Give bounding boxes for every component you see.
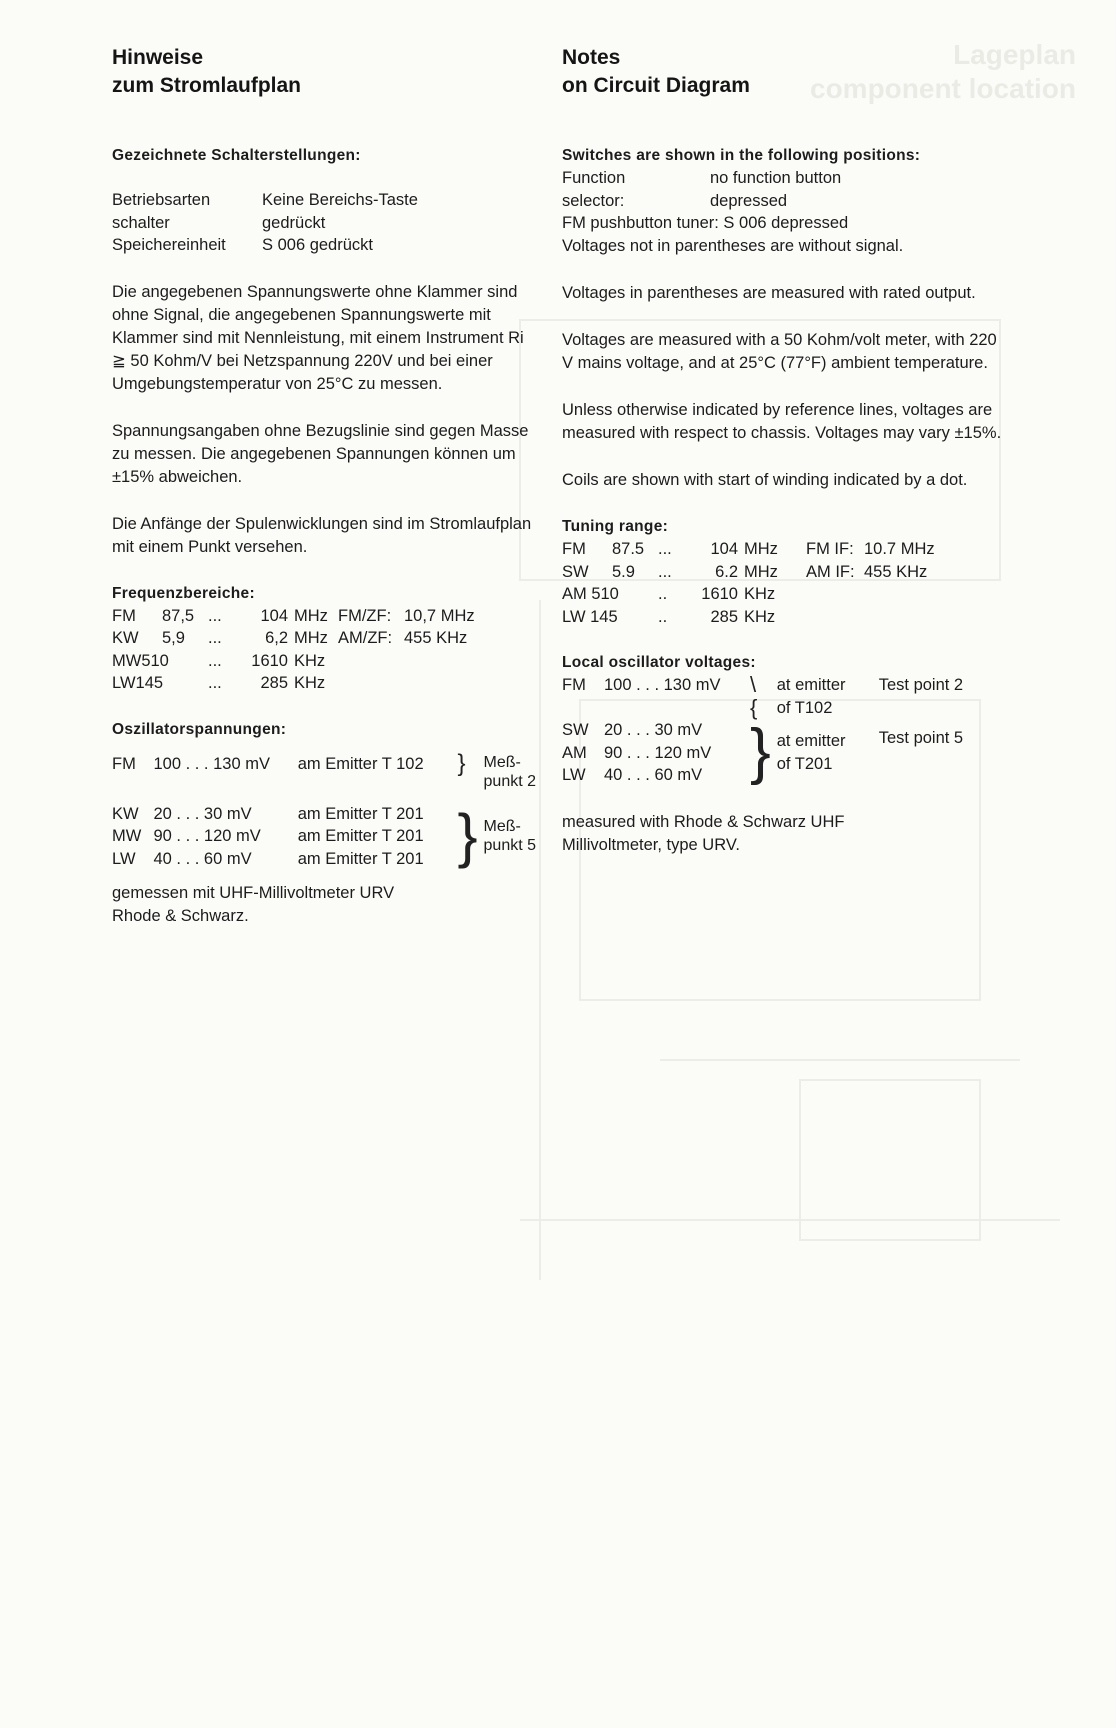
freq-if-value: 455 KHz [864, 562, 928, 581]
osc-band: SW [562, 721, 589, 739]
freq-band: FM [562, 540, 586, 558]
switch-value: Keine Bereichs-Taste [262, 191, 418, 209]
osc-band: LW [562, 766, 586, 784]
brace-icon: } [457, 801, 478, 869]
freq-band: AM 510 [562, 585, 619, 603]
freq-if-value: 10.7 MHz [864, 540, 935, 558]
parentheses-paragraph: Voltages in parentheses are measured with rated output. [562, 284, 976, 302]
freq-unit: KHz [294, 651, 326, 670]
freq-if-label: FM/ZF: [338, 606, 392, 625]
freq-if-value: 10,7 MHz [404, 606, 475, 625]
switch-label: Function [562, 169, 626, 187]
osc-range: 20 . . . 30 mV [604, 721, 703, 739]
switch-value: depressed [710, 191, 788, 210]
frequency-table [112, 605, 481, 695]
measured-line1: measured with Rhode & Schwarz UHF [562, 812, 845, 831]
measured-line2: Rhode & Schwarz. [112, 907, 249, 925]
reference-paragraph: Spannungsangaben ohne Bezugslinie sind gegen Masse zu messen. Die angegebenen Spannungen können um ±15% abweichen. [112, 421, 529, 486]
switch-label: Speichereinheit [112, 236, 226, 254]
german-column [112, 44, 542, 928]
testpoint-label: Test point 2 [878, 676, 964, 694]
switch-label: selector: [562, 191, 625, 210]
freq-band: KW [112, 629, 139, 647]
freq-sep: ... [658, 562, 672, 581]
freq-unit: MHz [294, 606, 328, 625]
table-row [112, 803, 542, 826]
table-row [112, 753, 542, 791]
freq-band: SW [562, 562, 589, 581]
local-oscillator-heading: Local oscillator voltages: [562, 654, 756, 671]
osc-band: MW [112, 827, 142, 845]
freq-band: LW145 [112, 674, 164, 692]
freq-sep: ... [208, 629, 222, 647]
table-row [562, 561, 941, 584]
switch-positions-table [562, 167, 841, 212]
table-row [562, 719, 969, 742]
german-title-line2: zum Stromlaufplan [112, 74, 302, 97]
freq-if-label: AM IF: [806, 562, 855, 581]
table-row [562, 190, 841, 213]
freq-from: 87.5 [612, 540, 645, 558]
testpoint-label: Test point 5 [878, 729, 964, 747]
table-row [562, 606, 941, 629]
english-title-line1: Notes [562, 46, 621, 69]
osc-range: 90 . . . 120 mV [604, 743, 712, 762]
fm-tuner-line: FM pushbutton tuner: S 006 depressed [562, 214, 849, 232]
switch-value: no function button [710, 169, 842, 187]
switch-value: gedrückt [262, 213, 326, 232]
freq-if-label: AM/ZF: [338, 629, 393, 647]
emitter-label: of T201 [776, 754, 833, 773]
frequency-heading: Frequenzbereiche: [112, 584, 255, 602]
freq-to: 285 [710, 607, 738, 626]
switch-positions-table [112, 189, 418, 257]
emitter-label-group [777, 719, 879, 787]
freq-sep: ... [208, 606, 222, 625]
tuning-range-table [562, 538, 941, 628]
testpoint-label: Meß- punkt 5 [483, 818, 536, 855]
local-oscillator-table [562, 674, 969, 787]
freq-from: 5,9 [162, 629, 185, 647]
table-row [112, 672, 481, 695]
freq-to: 104 [710, 540, 738, 558]
testpoint-label: Meß- punkt 2 [483, 753, 536, 790]
freq-unit: KHz [744, 607, 776, 626]
freq-sep: ... [208, 651, 222, 670]
table-row [562, 167, 841, 190]
freq-unit: MHz [294, 629, 328, 647]
freq-unit: KHz [744, 585, 776, 603]
table-row [112, 627, 481, 650]
osc-range: 40 . . . 60 mV [153, 849, 252, 868]
show-through-text: Lageplan component location [810, 39, 1076, 104]
table-row [112, 189, 418, 212]
switch-label: Betriebsarten [112, 191, 211, 209]
osc-location: am Emitter T 201 [297, 849, 424, 868]
emitter-label: at emitter [776, 676, 846, 694]
freq-sep: .. [658, 585, 668, 603]
osc-location: am Emitter T 201 [297, 827, 424, 845]
freq-to: 6.2 [715, 562, 738, 581]
osc-location: am Emitter T 102 [297, 754, 424, 773]
osc-range: 20 . . . 30 mV [153, 804, 252, 823]
brace-icon: { [750, 694, 758, 720]
freq-unit: MHz [744, 562, 778, 581]
table-row [562, 538, 941, 561]
english-column [562, 44, 1002, 857]
table-row [562, 674, 969, 697]
freq-band: LW 145 [562, 607, 618, 626]
english-title [562, 44, 1002, 100]
brace-icon: \ [750, 672, 757, 697]
oscillator-table [112, 749, 542, 871]
measured-paragraph: Voltages are measured with a 50 Kohm/volt meter, with 220 V mains voltage, and at 25°C (77°F) ambient temperature. [562, 331, 997, 372]
osc-band: LW [112, 849, 136, 868]
english-title-line2: on Circuit Diagram [562, 74, 750, 97]
german-title-line1: Hinweise [112, 46, 204, 69]
table-row [562, 697, 969, 720]
coils-paragraph: Die Anfänge der Spulenwicklungen sind im Stromlaufplan mit einem Punkt versehen. [112, 514, 532, 556]
freq-unit: MHz [744, 540, 778, 558]
freq-to: 104 [260, 606, 288, 625]
freq-band: FM [112, 606, 136, 625]
freq-from: 87,5 [162, 606, 195, 625]
tuning-range-heading: Tuning range: [562, 518, 669, 535]
osc-band: KW [112, 804, 139, 823]
osc-band: FM [112, 754, 136, 773]
freq-from: 5.9 [612, 562, 635, 581]
freq-sep: ... [658, 540, 672, 558]
no-parentheses-paragraph: Voltages not in parentheses are without signal. [562, 237, 904, 255]
switch-positions-heading: Switches are shown in the following positions: [562, 147, 921, 164]
oscillator-heading: Oszillatorspannungen: [112, 720, 287, 738]
osc-range: 100 . . . 130 mV [153, 754, 270, 773]
table-row [112, 650, 481, 673]
table-row [112, 234, 418, 257]
osc-band: AM [562, 743, 587, 762]
brace-icon: } [457, 749, 466, 777]
reference-paragraph: Unless otherwise indicated by reference lines, voltages are measured with respect to chassis. Voltages may vary ±15%. [562, 401, 1002, 442]
freq-if-value: 455 KHz [404, 629, 468, 647]
switch-value: S 006 gedrückt [262, 236, 373, 254]
german-title [112, 44, 542, 100]
emitter-label: at emitter [776, 732, 846, 751]
freq-to: 6,2 [265, 629, 288, 647]
osc-range: 40 . . . 60 mV [604, 766, 703, 784]
voltages-paragraph: Die angegebenen Spannungswerte ohne Klammer sind ohne Signal, die angegebenen Spannungswerte mit Klammer sind mit Nennleistung, mit einem Instrument Ri ≧ 50 Kohm/V bei Netzspannung 220V und bei einer Umgebungstemperatur von 25°C zu messen. [112, 282, 524, 393]
coils-paragraph: Coils are shown with start of winding indicated by a dot. [562, 471, 968, 489]
table-row [112, 212, 418, 235]
osc-location: am Emitter T 201 [297, 804, 424, 823]
freq-band: MW510 [112, 651, 169, 670]
freq-if-label: FM IF: [806, 540, 854, 558]
freq-to: 285 [260, 674, 288, 692]
measured-line1: gemessen mit UHF-Millivoltmeter URV [112, 884, 395, 902]
osc-range: 90 . . . 120 mV [153, 827, 261, 845]
switch-label: schalter [112, 213, 170, 232]
switch-positions-heading: Gezeichnete Schalterstellungen: [112, 147, 361, 164]
osc-range: 100 . . . 130 mV [604, 676, 721, 694]
table-row [112, 605, 481, 628]
emitter-label: of T102 [776, 698, 833, 717]
freq-sep: .. [658, 607, 668, 626]
table-row [562, 583, 941, 606]
freq-to: 1610 [251, 651, 288, 670]
freq-unit: KHz [294, 674, 326, 692]
measured-line2: Millivoltmeter, type URV. [562, 835, 740, 854]
osc-band: FM [562, 676, 586, 694]
freq-to: 1610 [701, 585, 738, 603]
brace-icon: } [750, 717, 771, 786]
freq-sep: ... [208, 674, 222, 692]
